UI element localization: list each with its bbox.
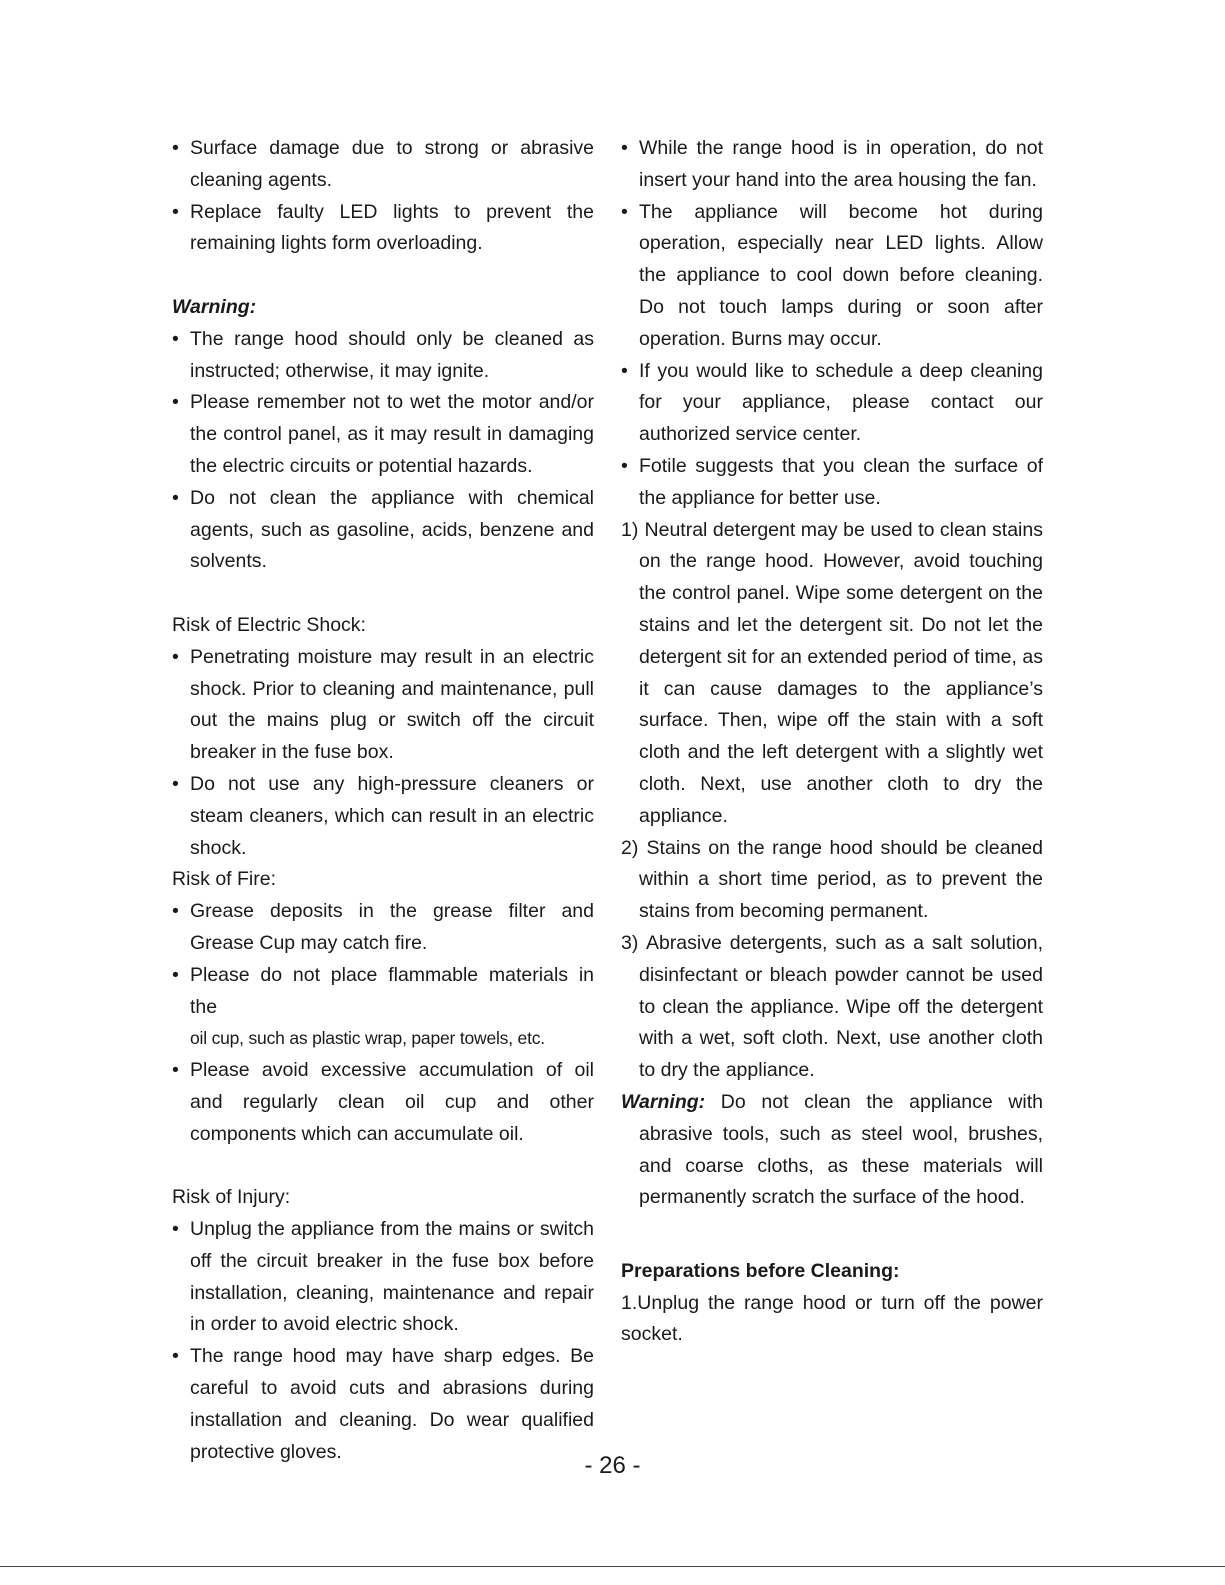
bottom-rule [0, 1566, 1225, 1567]
step-1-marker: 1) [621, 518, 639, 541]
bullet-no-high-pressure: • Do not use any high-pressure cleaners or steam cleaners, which can result in an electric shock. [172, 769, 594, 864]
step-1 [621, 515, 1043, 833]
bullet-hand-fan-area: • While the range hood is in operation, do not insert your hand into the area housing the fan. [621, 133, 1043, 197]
fire-heading: Risk of Fire: [172, 868, 277, 891]
bullet-no-chemical-agents: • Do not clean the appliance with chemical agents, such as gasoline, acids, benzene and solvents. [172, 483, 594, 578]
electric-shock-heading: Risk of Electric Shock: [172, 613, 366, 636]
left-column [172, 133, 594, 1468]
step-3-marker: 3) [621, 931, 639, 954]
warning-heading: Warning: [172, 295, 257, 318]
preparations-step-1: 1.Unplug the range hood or turn off the power socket. [621, 1291, 1043, 1346]
injury-heading: Risk of Injury: [172, 1186, 291, 1209]
bullet-do-not-wet-motor: • Please remember not to wet the motor and/or the control panel, as it may result in damaging the electric circuits or potential hazards. [172, 387, 594, 482]
warning-text: Do not clean the appliance with abrasive tools, such as steel wool, brushes, and coarse cloths, as these materials will permanently scratch the surface of the hood. [639, 1090, 1043, 1209]
bullet-unplug-appliance: • Unplug the appliance from the mains or switch off the circuit breaker in the fuse box before installation, cleaning, maintenance and repair in order to avoid electric shock. [172, 1214, 594, 1341]
right-column [621, 133, 1043, 1351]
bullet-grease-deposits: • Grease deposits in the grease filter and Grease Cup may catch fire. [172, 896, 594, 960]
bullet-replace-led: • Replace faulty LED lights to prevent the remaining lights form overloading. [172, 197, 594, 261]
step-2 [621, 833, 1043, 928]
bullet-deep-cleaning: • If you would like to schedule a deep cleaning for your appliance, please contact our authorized service center. [621, 356, 1043, 451]
bullet-avoid-oil-accumulation: • Please avoid excessive accumulation of oil and regularly clean oil cup and other components which can accumulate oil. [172, 1055, 594, 1150]
step-3 [621, 928, 1043, 1087]
bullet-appliance-hot: • The appliance will become hot during operation, especially near LED lights. Allow the appliance to cool down before cleaning. Do not touch lamps during or soon after operation. Burns may occur. [621, 197, 1043, 356]
warning-paragraph [621, 1087, 1043, 1214]
step-2-marker: 2) [621, 836, 639, 859]
bullet-surface-damage: • Surface damage due to strong or abrasive cleaning agents. [172, 133, 594, 197]
bullet-flammable-materials [172, 960, 594, 1055]
flammable-line-2: oil cup, such as plastic wrap, paper towels, etc. [190, 1028, 545, 1049]
flammable-line-1: Please do not place flammable materials in the [190, 963, 594, 1018]
step-1-text: Neutral detergent may be used to clean stains on the range hood. However, avoid touching the control panel. Wipe some detergent on the stains and let the detergent sit. Do not let the detergent sit for an extended period of time, as it can cause damages to the appliance’s surface. Then, wipe off the stain with a soft cloth and the left detergent with a slightly wet cloth. Next, use another cloth to dry the appliance. [639, 518, 1043, 827]
bullet-fotile-suggests: • Fotile suggests that you clean the surface of the appliance for better use. [621, 451, 1043, 515]
bullet-sharp-edges: • The range hood may have sharp edges. Be careful to avoid cuts and abrasions during installation and cleaning. Do wear qualified protective gloves. [172, 1341, 594, 1468]
warning-label: Warning: [621, 1090, 706, 1113]
preparations-heading: Preparations before Cleaning: [621, 1259, 900, 1282]
page-number: - 26 - [584, 1452, 641, 1479]
bullet-penetrating-moisture: • Penetrating moisture may result in an electric shock. Prior to cleaning and maintenance, pull out the mains plug or switch off the circuit breaker in the fuse box. [172, 642, 594, 769]
step-2-text: Stains on the range hood should be cleaned within a short time period, as to prevent the stains from becoming permanent. [639, 836, 1043, 923]
step-3-text: Abrasive detergents, such as a salt solution, disinfectant or bleach powder cannot be used to clean the appliance. Wipe off the detergent with a wet, soft cloth. Next, use another cloth to dry the appliance. [639, 931, 1044, 1082]
bullet-cleaned-as-instructed: • The range hood should only be cleaned as instructed; otherwise, it may ignite. [172, 324, 594, 388]
